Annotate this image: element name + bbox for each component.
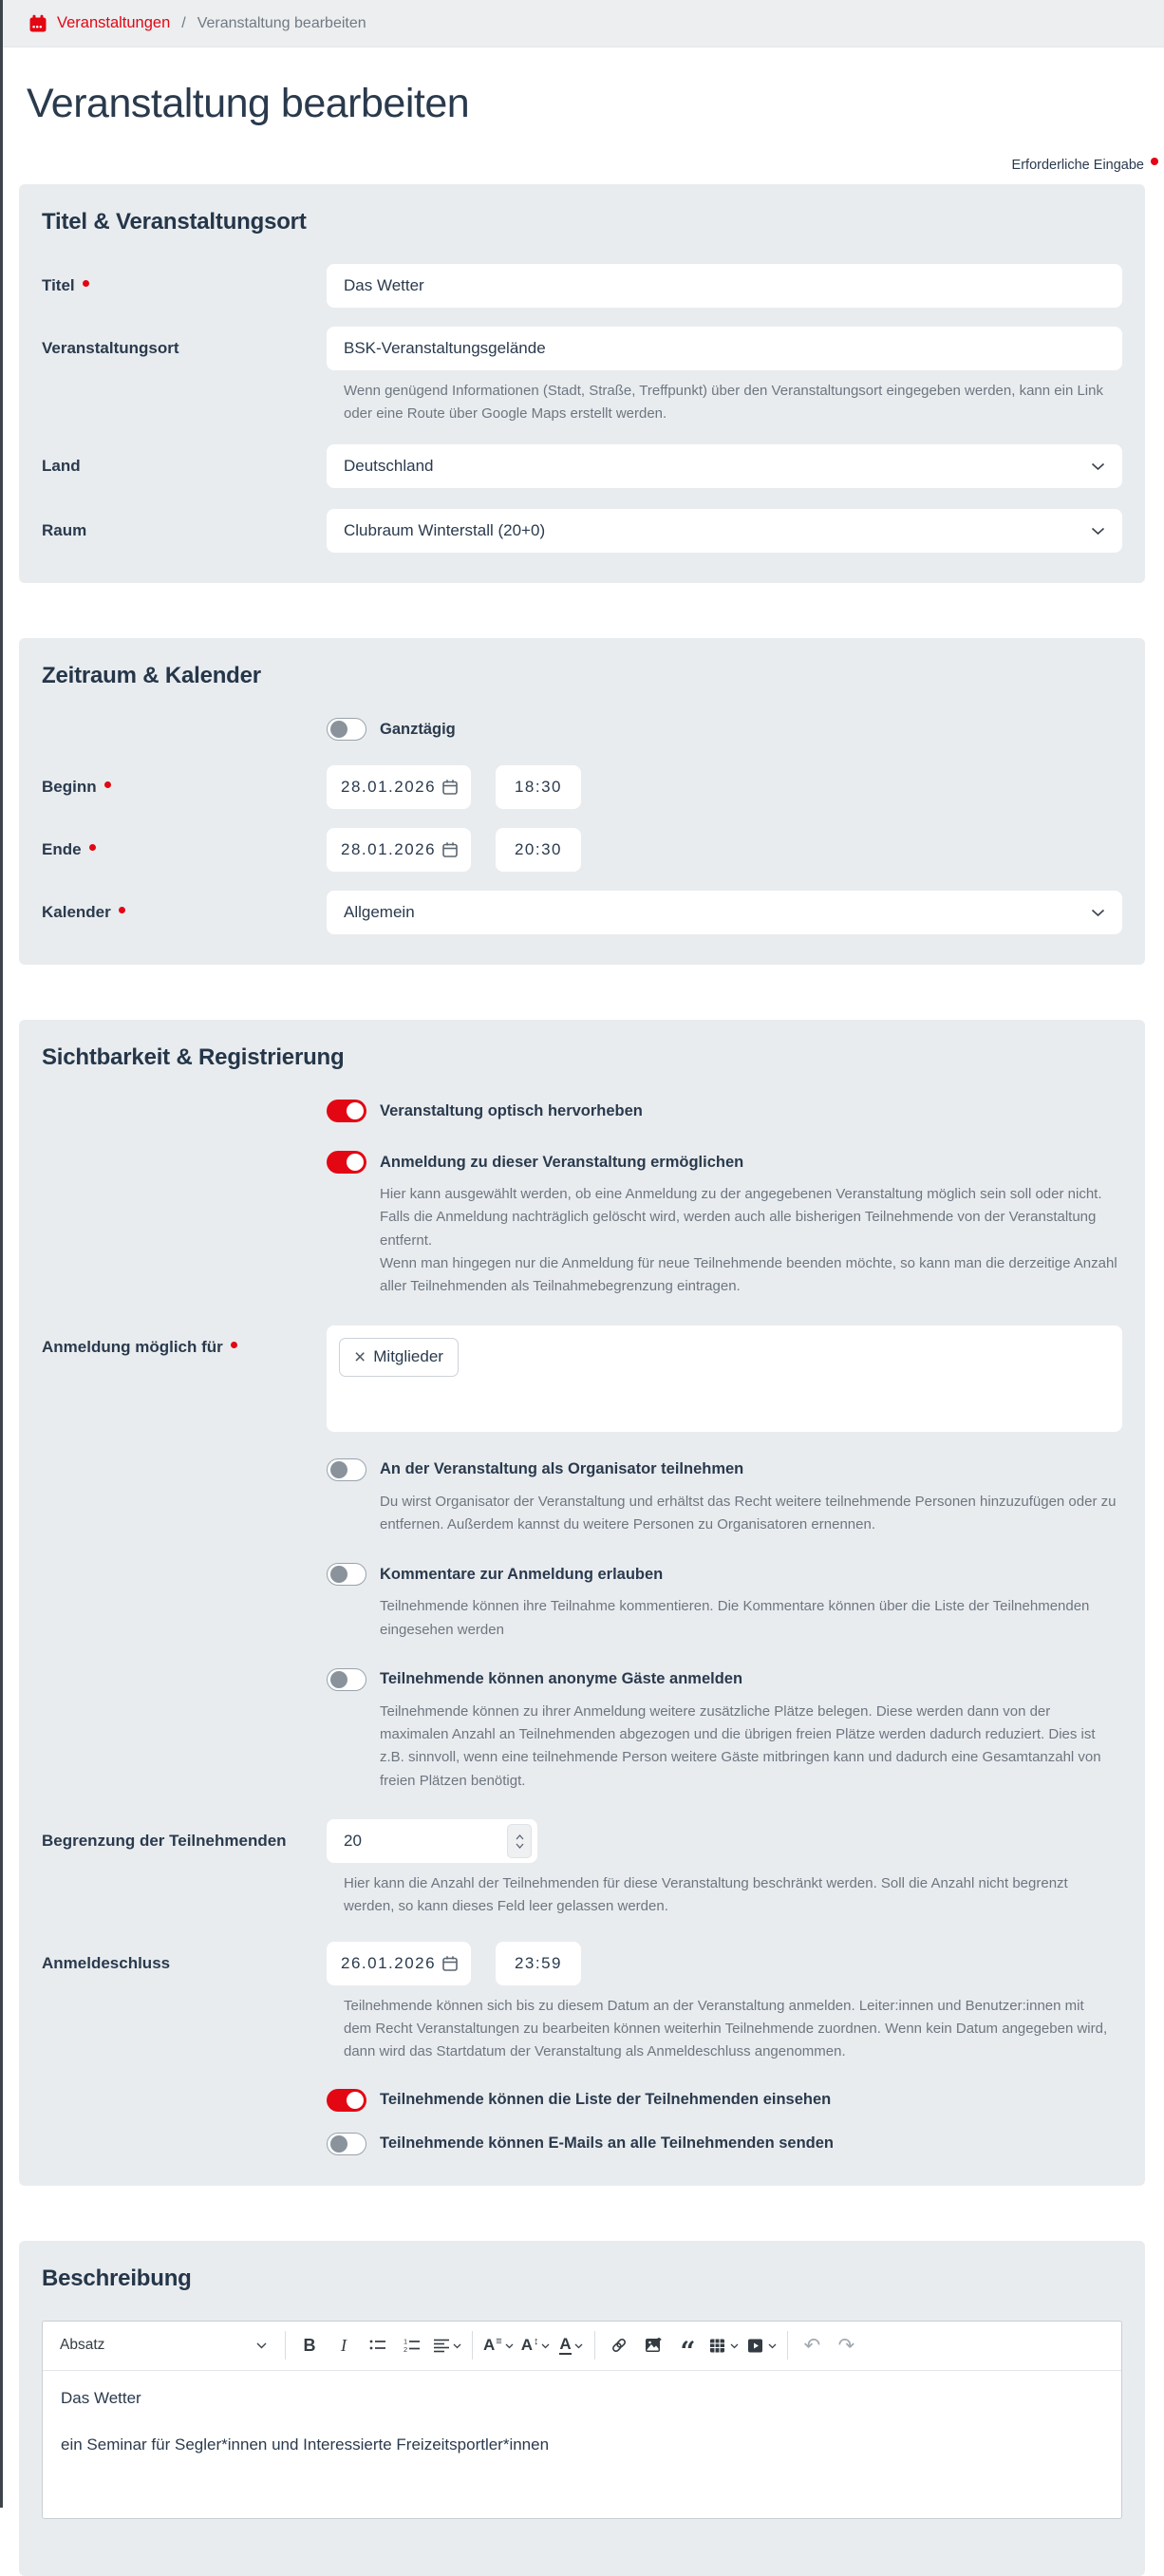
- chevron-down-icon: [730, 2337, 739, 2354]
- begrenzung-label: Begrenzung der Teilnehmenden: [42, 1832, 287, 1851]
- chevron-down-icon: [256, 2337, 267, 2354]
- kalender-select[interactable]: Allgemein: [327, 891, 1122, 934]
- breadcrumb-bar: [0, 0, 1164, 47]
- anmeldeschluss-help: Teilnehmende können sich bis zu diesem Datum an der Veranstaltung anmelden. Leiter:innen und Benutzer:innen mit dem Recht Veranstaltungen zu bearbeiten können weiterhin Teilnehmende zuordnen. Wenn kein Datum angegeben wird, dann wird das Startdatum der Veranstaltung als Anmeldeschluss angenommen.: [344, 1997, 1108, 2060]
- begrenzung-row: [42, 1819, 1122, 1919]
- breadcrumb-current: Veranstaltung bearbeiten: [197, 14, 366, 31]
- veranstaltungsort-row: [42, 327, 1122, 426]
- ganztaegig-row: [42, 718, 1122, 741]
- chevron-down-icon: [505, 2337, 514, 2354]
- media-button[interactable]: [742, 2327, 780, 2363]
- chevron-down-icon: [1091, 909, 1105, 917]
- number-spinner[interactable]: [507, 1824, 532, 1858]
- kalender-label: Kalender: [42, 891, 327, 934]
- kommentare-toggle[interactable]: [327, 1563, 366, 1586]
- anmeldung-toggle[interactable]: [327, 1151, 366, 1174]
- editor-paragraph: ein Seminar für Segler*innen und Interessierte Freizeitsportler*innen: [61, 2435, 550, 2454]
- land-row: [42, 444, 1122, 488]
- liste-einsehen-toggle[interactable]: [327, 2089, 366, 2112]
- calendar-icon: [441, 841, 459, 858]
- ende-label: Ende: [42, 828, 327, 872]
- section-title: Beschreibung: [42, 2265, 192, 2291]
- anmeldung-moeglich-fuer-label: Anmeldung möglich für: [42, 1326, 327, 1432]
- ganztaegig-toggle[interactable]: [327, 718, 366, 741]
- calendar-icon: [441, 1955, 459, 1972]
- section-title: Zeitraum & Kalender: [42, 663, 261, 689]
- begrenzung-number-input[interactable]: 20: [327, 1819, 537, 1863]
- anmeldung-moeglich-fuer-row: [42, 1326, 1122, 1432]
- font-format-button[interactable]: A ≡: [479, 2327, 517, 2363]
- beginn-label: Beginn: [42, 765, 327, 809]
- table-button[interactable]: [704, 2327, 742, 2363]
- link-button[interactable]: [602, 2327, 636, 2363]
- page-title: Veranstaltung bearbeiten: [27, 81, 470, 126]
- veranstaltungsort-help: Wenn genügend Informationen (Stadt, Straße, Treffpunkt) über den Veranstaltungsort eingegeben werden, kann ein Link oder eine Route über Google Maps erstellt werden.: [344, 382, 1103, 422]
- svg-text:1: 1: [404, 2337, 408, 2346]
- chevron-down-icon: [1091, 527, 1105, 536]
- remove-tag-icon[interactable]: ×: [354, 1345, 366, 1368]
- chevron-down-icon: [541, 2337, 550, 2354]
- anmeldeschluss-row: [42, 1942, 1122, 2064]
- calendar-icon: [441, 779, 459, 796]
- land-label: Land: [42, 457, 81, 476]
- ende-date-input[interactable]: 28.01.2026: [327, 828, 471, 872]
- editor-toolbar: [43, 2322, 1121, 2371]
- bold-button[interactable]: B: [303, 2335, 316, 2355]
- paragraph-style-select[interactable]: Absatz: [52, 2327, 278, 2363]
- emails-senden-row: Teilnehmende können E-Mails an alle Teilnehmenden senden: [42, 2133, 1122, 2155]
- begrenzung-help: Hier kann die Anzahl der Teilnehmenden für diese Veranstaltung beschränkt werden. Soll die Anzahl nicht begrenzt werden, so kann dieses Feld leer gelassen werden.: [344, 1875, 1068, 1915]
- required-dot-icon: [231, 1342, 237, 1348]
- section-zeitraum-kalender: [19, 638, 1145, 965]
- rich-text-editor: [42, 2321, 1122, 2519]
- section-beschreibung: [19, 2241, 1145, 2576]
- undo-button[interactable]: ↶: [803, 2334, 821, 2357]
- breadcrumb-root-link[interactable]: Veranstaltungen: [57, 14, 171, 31]
- anmeldeschluss-label: Anmeldeschluss: [42, 1953, 171, 1972]
- redo-button[interactable]: ↷: [837, 2334, 855, 2357]
- chevron-down-icon: [574, 2337, 583, 2354]
- ende-row: [42, 828, 1122, 872]
- beginn-row: [42, 765, 1122, 809]
- titel-label: Titel: [42, 264, 327, 308]
- calendar-icon: [28, 14, 47, 33]
- land-select[interactable]: Deutschland: [327, 444, 1122, 488]
- kalender-row: [42, 891, 1122, 934]
- window-edge: [0, 0, 3, 2508]
- section-title: Sichtbarkeit & Registrierung: [42, 1044, 345, 1071]
- tag-mitglieder: × Mitglieder: [339, 1338, 459, 1377]
- section-sichtbarkeit-registrierung: [19, 1020, 1145, 2185]
- ende-time-input[interactable]: 20:30: [496, 828, 581, 872]
- anmeldeschluss-date-input[interactable]: 26.01.2026: [327, 1942, 471, 1985]
- anmeldung-help: Hier kann ausgewählt werden, ob eine Anmeldung zu der angegebenen Veranstaltung möglich sein soll oder nicht. Falls die Anmeldung nachträglich gelöscht wird, werden auch alle bisherigen Teilnehmende von der Veranstaltung entfernt. Wenn man hingegen nur die Anmeldung für neue Teilnehmende beenden möchte, so kann man die derzeitige Anzahl aller Teilnehmenden als Teilnahmebegrenzung eintragen.: [380, 1186, 1117, 1295]
- editor-content-area[interactable]: [43, 2371, 1121, 2518]
- numbered-list-button[interactable]: [395, 2327, 429, 2363]
- organisator-help: Du wirst Organisator der Veranstaltung und erhältst das Recht weitere teilnehmende Personen hinzuzufügen oder zu entfernen. Außerdem kannst du weitere Personen zu Organisatoren ernennen.: [380, 1493, 1117, 1532]
- required-dot-icon: [119, 907, 125, 913]
- chevron-down-icon: [453, 2337, 461, 2354]
- anmeldung-row: Anmeldung zu dieser Veranstaltung ermöglichen Hier kann ausgewählt werden, ob eine Anmeldung zu der angegebenen Veranstaltung möglich sein soll oder nicht. Falls die Anmeldung nachträglich gelöscht wird, werden auch alle bisherigen Teilnehmende von der Veranstaltung entfernt. Wenn man hingegen nur die Anmeldung für neue Teilnehmende beenden möchte, so kann man die derzeitige Anzahl aller Teilnehmenden als Teilnahmebegrenzung eintragen.: [42, 1151, 1122, 1298]
- hervorheben-row: Veranstaltung optisch hervorheben: [42, 1100, 1122, 1122]
- titel-row: [42, 264, 1122, 308]
- required-dot-icon: [89, 844, 96, 851]
- toolbar-divider: [285, 2331, 286, 2360]
- beginn-time-input[interactable]: 18:30: [496, 765, 581, 809]
- editor-paragraph: Das Wetter: [61, 2388, 141, 2407]
- kommentare-help: Teilnehmende können ihre Teilnahme kommentieren. Die Kommentare können über die Liste der Teilnehmenden eingesehen werden: [380, 1598, 1090, 1638]
- anmeldung-moeglich-fuer-multiselect[interactable]: [327, 1326, 1122, 1432]
- required-dot-icon: [83, 280, 89, 287]
- organisator-toggle[interactable]: [327, 1458, 366, 1481]
- organisator-row: An der Veranstaltung als Organisator teilnehmen Du wirst Organisator der Veranstaltung und erhältst das Recht weitere teilnehmende Personen hinzuzufügen oder zu entfernen. Außerdem kannst du weitere Personen zu Organisatoren ernennen.: [42, 1458, 1122, 1537]
- required-dot-icon: [104, 781, 111, 788]
- raum-label: Raum: [42, 521, 87, 540]
- titel-input[interactable]: Das Wetter: [327, 264, 1122, 308]
- section-title: Titel & Veranstaltungsort: [42, 208, 307, 235]
- required-hint: Erforderliche Eingabe: [0, 158, 1158, 173]
- gaeste-toggle[interactable]: [327, 1668, 366, 1691]
- anmeldeschluss-time-input[interactable]: 23:59: [496, 1942, 581, 1985]
- image-button[interactable]: [636, 2327, 670, 2363]
- chevron-down-icon: [1091, 462, 1105, 471]
- toolbar-divider: [594, 2331, 595, 2360]
- align-button[interactable]: [429, 2327, 465, 2363]
- required-dot-icon: [1151, 158, 1158, 165]
- italic-button[interactable]: I: [341, 2335, 347, 2355]
- liste-einsehen-row: Teilnehmende können die Liste der Teilnehmenden einsehen: [42, 2089, 1122, 2112]
- blockquote-button[interactable]: “: [680, 2336, 696, 2368]
- bullet-list-button[interactable]: [361, 2327, 395, 2363]
- gaeste-row: Teilnehmende können anonyme Gäste anmelden Teilnehmende können zu ihrer Anmeldung weitere zusätzliche Plätze belegen. Diese werden dann von der maximalen Anzahl an Teilnehmenden abgezogen und die übrigen freien Plätze werden dadurch reduziert. Dies ist z.B. sinnvoll, wenn eine teilnehmende Person weitere Gäste mitbringen kann und dadurch eine Gesamtanzahl von freien Plätzen benötigt.: [42, 1668, 1122, 1793]
- raum-select[interactable]: Clubraum Winterstall (20+0): [327, 509, 1122, 553]
- toolbar-divider: [472, 2331, 473, 2360]
- gaeste-help: Teilnehmende können zu ihrer Anmeldung weitere zusätzliche Plätze belegen. Diese werden dann von der maximalen Anzahl an Teilnehmenden abgezogen und die übrigen freien Plätze werden dadurch reduziert. Dies ist z.B. sinnvoll, wenn eine teilnehmende Person weitere Gäste mitbringen kann und dadurch eine Gesamtanzahl von freien Plätzen benötigt.: [380, 1702, 1101, 1789]
- ganztaegig-label: Ganztägig: [380, 720, 456, 738]
- text-color-button[interactable]: A: [554, 2327, 588, 2363]
- breadcrumb-separator: /: [181, 14, 186, 31]
- toolbar-divider: [787, 2331, 788, 2360]
- kommentare-row: Kommentare zur Anmeldung erlauben Teilnehmende können ihre Teilnahme kommentieren. Die Kommentare können über die Liste der Teilnehmenden eingesehen werden: [42, 1563, 1122, 1642]
- veranstaltungsort-input[interactable]: BSK-Veranstaltungsgelände: [327, 327, 1122, 370]
- section-titel-veranstaltungsort: [19, 184, 1145, 584]
- chevron-down-icon: [768, 2337, 777, 2354]
- font-size-button[interactable]: A ↕: [517, 2327, 554, 2363]
- raum-row: [42, 509, 1122, 553]
- hervorheben-toggle[interactable]: [327, 1100, 366, 1122]
- veranstaltungsort-label: Veranstaltungsort: [42, 338, 179, 357]
- emails-senden-toggle[interactable]: [327, 2133, 366, 2155]
- beginn-date-input[interactable]: 28.01.2026: [327, 765, 471, 809]
- svg-text:2: 2: [404, 2345, 408, 2355]
